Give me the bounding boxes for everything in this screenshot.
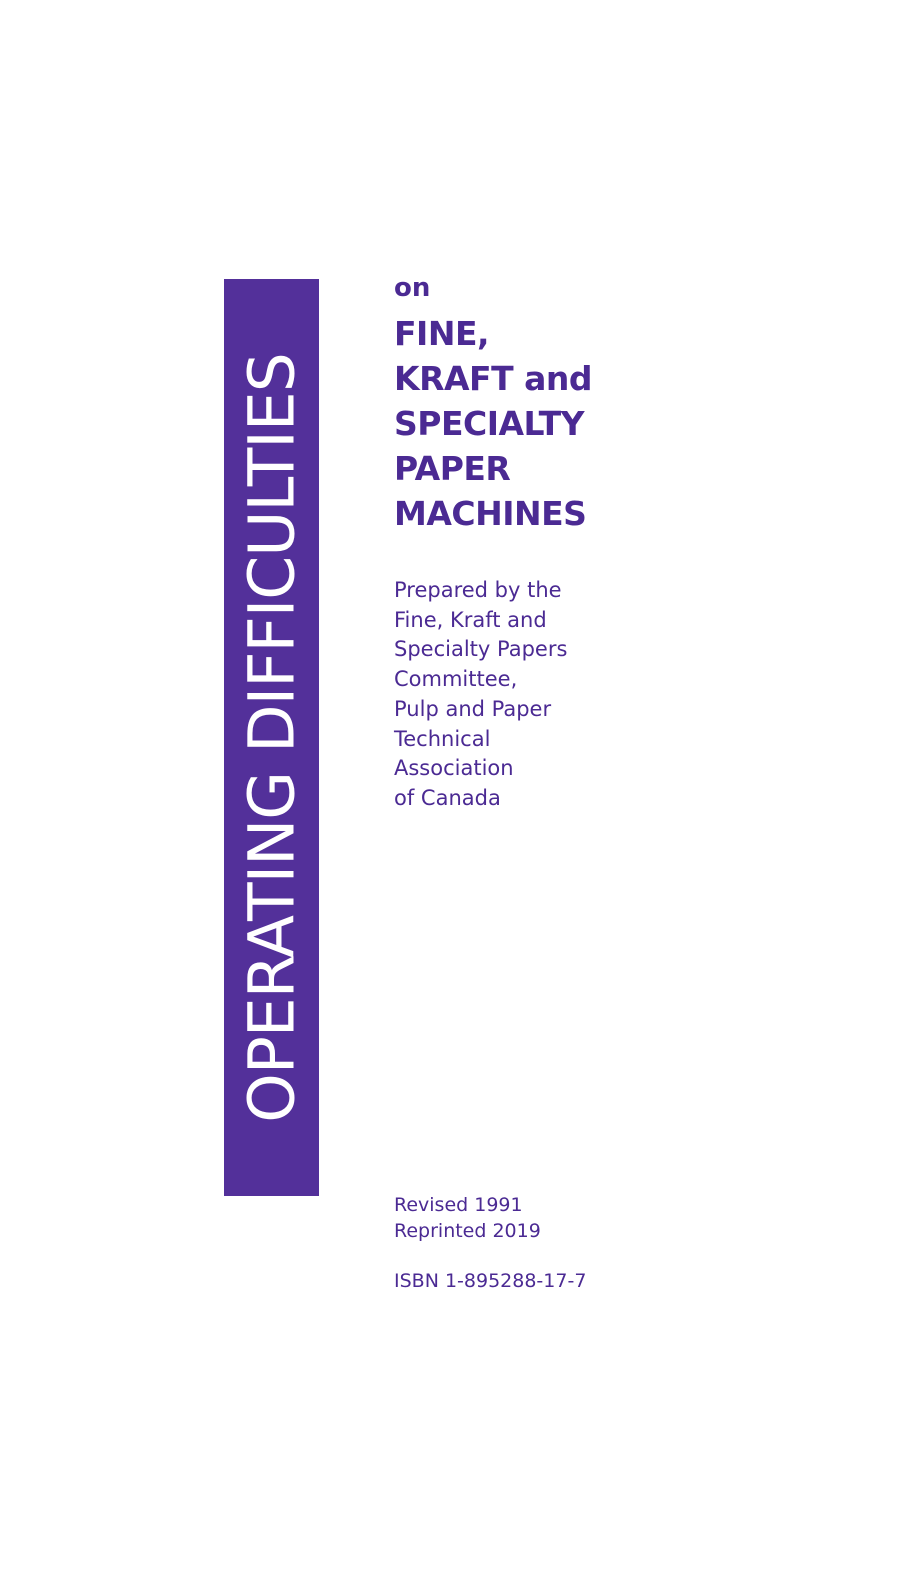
prepared-line-1: Prepared by the	[394, 578, 562, 602]
isbn: ISBN 1-895288-17-7	[394, 1270, 587, 1292]
title-line-3: SPECIALTY	[394, 404, 585, 443]
prepared-line-8: of Canada	[394, 785, 501, 810]
prepared-line-7: Association	[394, 756, 514, 781]
vertical-title: OPERATING DIFFICULTIES	[235, 352, 308, 1123]
prepared-line-3: Specialty Papers	[394, 637, 568, 662]
main-title	[394, 311, 592, 536]
prepared-line-6: Technical	[394, 726, 491, 751]
reprinted-date: Reprinted 2019	[394, 1220, 541, 1242]
edition-info	[394, 1192, 541, 1244]
prepared-line-5: Pulp and Paper	[394, 696, 552, 721]
prepared-line-4: Committee,	[394, 667, 518, 692]
title-line-1: FINE,	[394, 314, 490, 353]
title-band	[224, 279, 319, 1196]
title-line-5: MACHINES	[394, 494, 587, 533]
prepared-by	[394, 576, 567, 814]
title-line-2: KRAFT and	[394, 359, 592, 398]
title-preposition: on	[394, 273, 431, 303]
revised-date: Revised 1991	[394, 1194, 523, 1216]
prepared-line-2: Fine, Kraft and	[394, 607, 547, 632]
title-line-4: PAPER	[394, 449, 511, 488]
